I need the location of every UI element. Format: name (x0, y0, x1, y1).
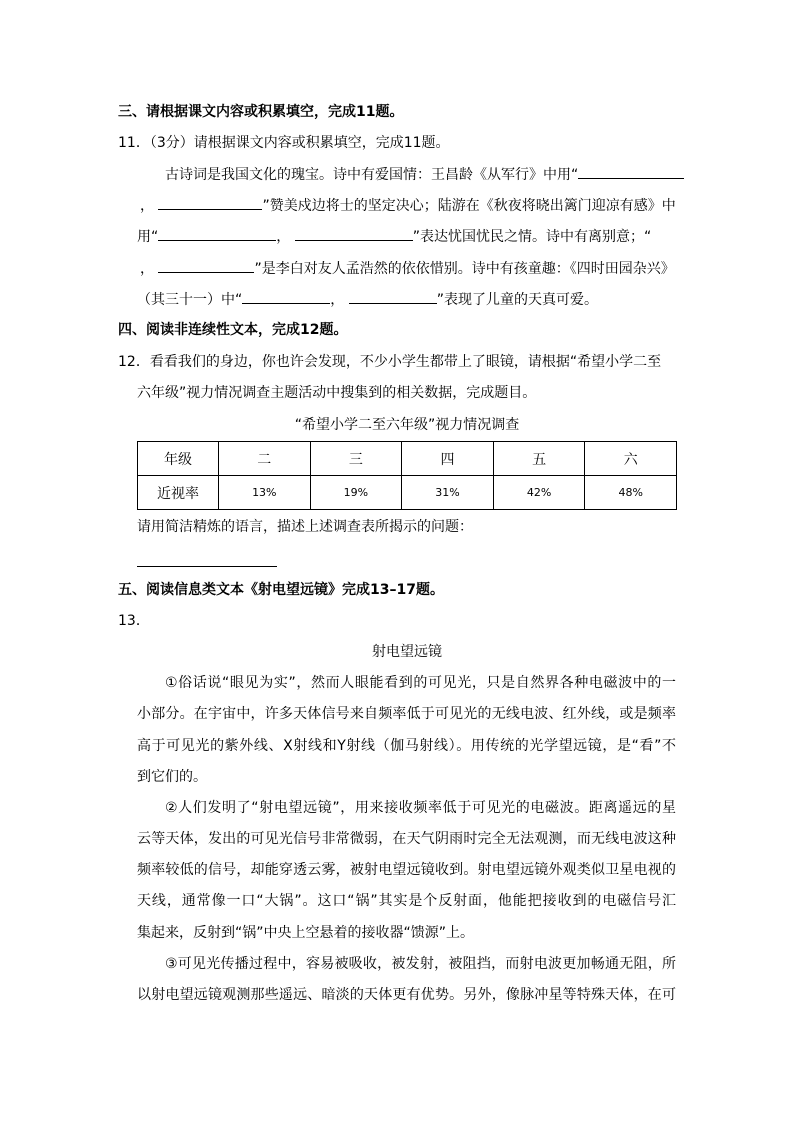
table-cell: 13% (219, 476, 311, 510)
table-cell: 48% (585, 476, 677, 510)
header-cell: 三 (310, 442, 402, 476)
q11-line-4 (140, 258, 675, 278)
question-12-prompt: 请用简洁精炼的语言，描述上述调查表所揭示的问题： (137, 519, 473, 535)
q11-text: （其三十一）中“ (137, 292, 243, 308)
answer-line[interactable] (137, 566, 277, 567)
q11-text: ”赞美戍边将士的坚定决心；陆游在《秋夜将晓出篱门迎凉有感》中 (262, 198, 676, 214)
fill-blank-1[interactable] (578, 164, 684, 179)
q11-text: 古诗词是我国文化的瑰宝。诗中有爱国情：王昌龄《从军行》中用“ (165, 167, 579, 183)
fill-blank-5[interactable] (158, 258, 254, 273)
header-cell: 年级 (138, 442, 219, 476)
q11-text: ”是李白对友人孟浩然的依依惜别。诗中有孩童趣：《四时田园杂兴》 (254, 261, 675, 277)
fill-blank-3[interactable] (158, 226, 276, 241)
q11-text: ， (140, 261, 154, 277)
paragraph-1-line: 到它们的。 (137, 769, 207, 785)
header-cell: 六 (585, 442, 677, 476)
table-cell: 31% (402, 476, 494, 510)
header-cell: 二 (219, 442, 311, 476)
paragraph-1-line: 高于可见光的紫外线、X射线和Y射线（伽马射线）。用传统的光学望远镜，是“看”不 (137, 738, 676, 754)
table-cell: 42% (493, 476, 585, 510)
question-11-label: 11．（3分）请根据课文内容或积累填空，完成11题。 (118, 135, 450, 151)
fill-blank-7[interactable] (349, 289, 437, 304)
question-12-line-1: 12．看看我们的身边，你也许会发现，不少小学生都带上了眼镜，请根据“希望小学二至 (118, 354, 662, 370)
q11-text: ， (276, 229, 291, 245)
q11-text: ， (140, 198, 154, 214)
vision-survey-table (137, 441, 677, 510)
table-title: “希望小学二至六年级”视力情况调查 (294, 417, 520, 433)
paragraph-3-line: 以射电望远镜观测那些遥远、暗淡的天体更有优势。另外，像脉冲星等特殊天体，在可 (137, 987, 676, 1003)
q11-line-1 (165, 164, 684, 184)
paragraph-2-line: 云等天体，发出的可见光信号非常微弱，在天气阴雨时完全无法观测，而无线电波这种 (137, 831, 676, 847)
fill-blank-4[interactable] (295, 226, 413, 241)
question-13-label: 13． (118, 613, 150, 629)
row-label: 近视率 (138, 476, 219, 510)
q11-line-3 (137, 226, 651, 246)
q11-text: 用“ (137, 229, 159, 245)
paragraph-2-line: 频率较低的信号，却能穿透云雾，被射电望远镜收到。射电望远镜外观类似卫星电视的 (137, 862, 676, 878)
section-5-heading: 五、阅读信息类文本《射电望远镜》完成13–17题。 (118, 582, 444, 598)
q11-line-5 (137, 289, 598, 309)
paragraph-1-line: 小部分。在宇宙中，许多天体信号来自频率低于可见光的无线电波、红外线，或是频率 (137, 706, 676, 722)
paragraph-2-line: 集起来，反射到“锅”中央上空悬着的接收器“馈源”上。 (137, 925, 475, 941)
table-row (138, 476, 677, 510)
header-cell: 五 (493, 442, 585, 476)
section-4-heading: 四、阅读非连续性文本，完成12题。 (118, 322, 348, 338)
q11-line-2 (140, 195, 676, 215)
section-3-heading: 三、请根据课文内容或积累填空，完成11题。 (118, 104, 404, 120)
fill-blank-6[interactable] (242, 289, 330, 304)
q11-text: ， (330, 292, 345, 308)
table-row (138, 442, 677, 476)
paragraph-1-line: ①俗话说“眼见为实”，然而人眼能看到的可见光，只是自然界各种电磁波中的一 (165, 675, 676, 691)
header-cell: 四 (402, 442, 494, 476)
q11-text: ”表达忧国忧民之情。诗中有离别意；“ (412, 229, 652, 245)
paragraph-2-line: 天线，通常像一口“大锅”。这口“锅”其实是个反射面，他能把接收到的电磁信号汇 (137, 893, 676, 909)
table-cell: 19% (310, 476, 402, 510)
q11-text: ”表现了儿童的天真可爱。 (436, 292, 598, 308)
paragraph-2-line: ②人们发明了“射电望远镜”，用来接收频率低于可见光的电磁波。距离遥远的星 (165, 800, 676, 816)
question-12-line-2: 六年级”视力情况调查主题活动中搜集到的相关数据，完成题目。 (137, 385, 537, 401)
paragraph-3-line: ③可见光传播过程中，容易被吸收，被发射，被阻挡，而射电波更加畅通无阻，所 (165, 956, 676, 972)
fill-blank-2[interactable] (158, 195, 262, 210)
article-title: 射电望远镜 (372, 644, 442, 660)
